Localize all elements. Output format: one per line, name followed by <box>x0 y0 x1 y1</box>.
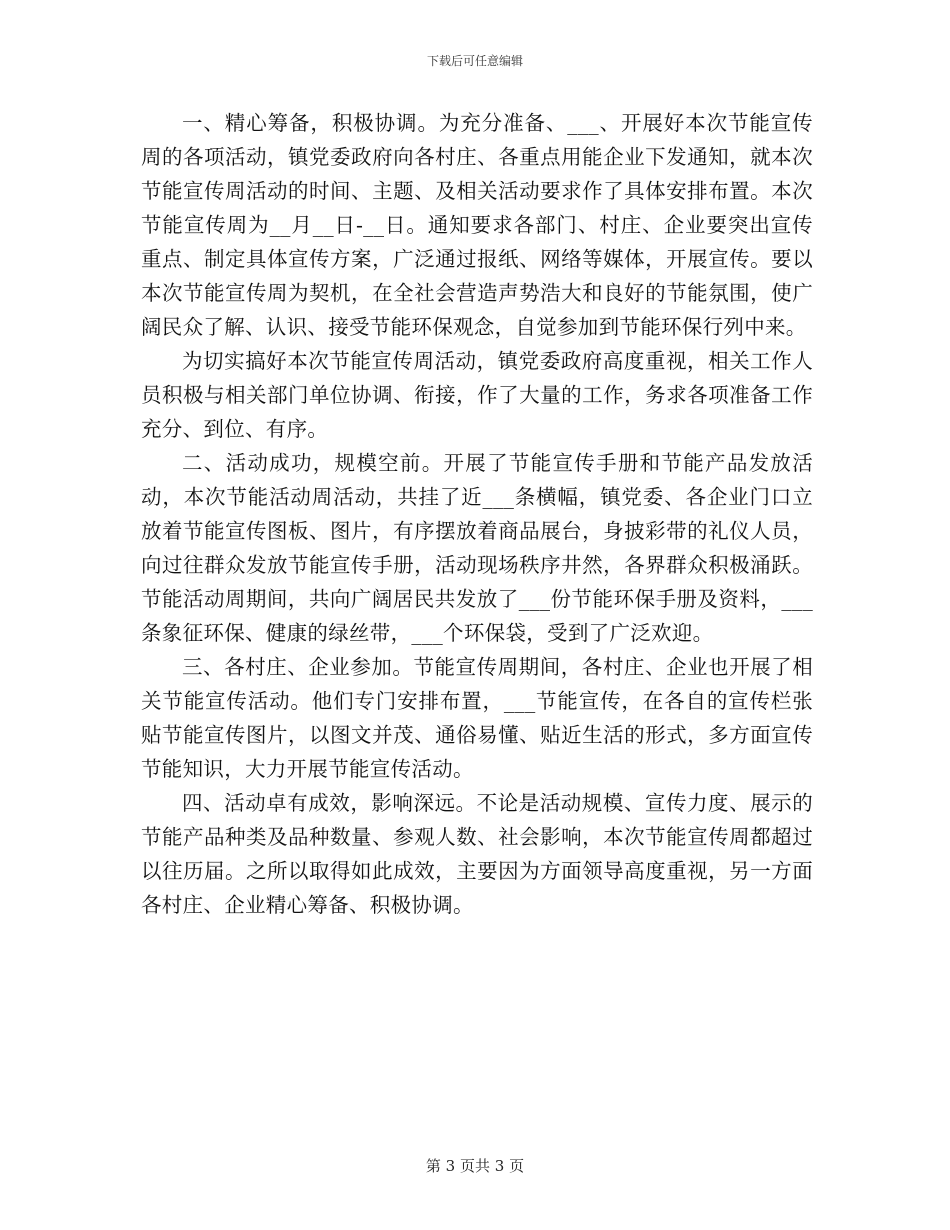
paragraph-1: 一、精心筹备，积极协调。为充分准备、___、开展好本次节能宣传周的各项活动，镇党委政府向各村庄、各重点用能企业下发通知，就本次节能宣传周活动的时间、主题、及相关活动要求作了具体安排布置。本次节能宣传周为__月__日-__日。通知要求各部门、村庄、企业要突出宣传重点、制定具体宣传方案，广泛通过报纸、网络等媒体，开展宣传。要以本次节能宣传周为契机，在全社会营造声势浩大和良好的节能氛围，使广阔民众了解、认识、接受节能环保观念，自觉参加到节能环保行列中来。 <box>141 111 813 339</box>
paragraph-5: 四、活动卓有成效，影响深远。不论是活动规模、宣传力度、展示的节能产品种类及品种数量、参观人数、社会影响，本次节能宣传周都超过以往历届。之所以取得如此成效，主要因为方面领导高度重视，另一方面各村庄、企业精心筹备、积极协调。 <box>141 791 813 917</box>
paragraph-4: 三、各村庄、企业参加。节能宣传周期间，各村庄、企业也开展了相关节能宣传活动。他们专门安排布置，___节能宣传，在各自的宣传栏张贴节能宣传图片，以图文并茂、通俗易懂、贴近生活的形式，多方面宣传节能知识，大力开展节能宣传活动。 <box>141 655 813 781</box>
document-body <box>141 106 813 922</box>
page-header: 下载后可任意编辑 <box>426 54 523 68</box>
paragraph-3: 二、活动成功，规模空前。开展了节能宣传手册和节能产品发放活动，本次节能活动周活动，共挂了近___条横幅，镇党委、各企业门口立放着节能宣传图板、图片，有序摆放着商品展台，身披彩带的礼仪人员，向过往群众发放节能宣传手册，活动现场秩序井然，各界群众积极涌跃。节能活动周期间，共向广阔居民共发放了___份节能环保手册及资料，___条象征环保、健康的绿丝带，___个环保袋，受到了广泛欢迎。 <box>141 451 813 645</box>
page-number-footer: 第 3 页共 3 页 <box>425 1157 525 1175</box>
paragraph-2: 为切实搞好本次节能宣传周活动，镇党委政府高度重视，相关工作人员积极与相关部门单位协调、衔接，作了大量的工作，务求各项准备工作充分、到位、有序。 <box>141 349 813 441</box>
